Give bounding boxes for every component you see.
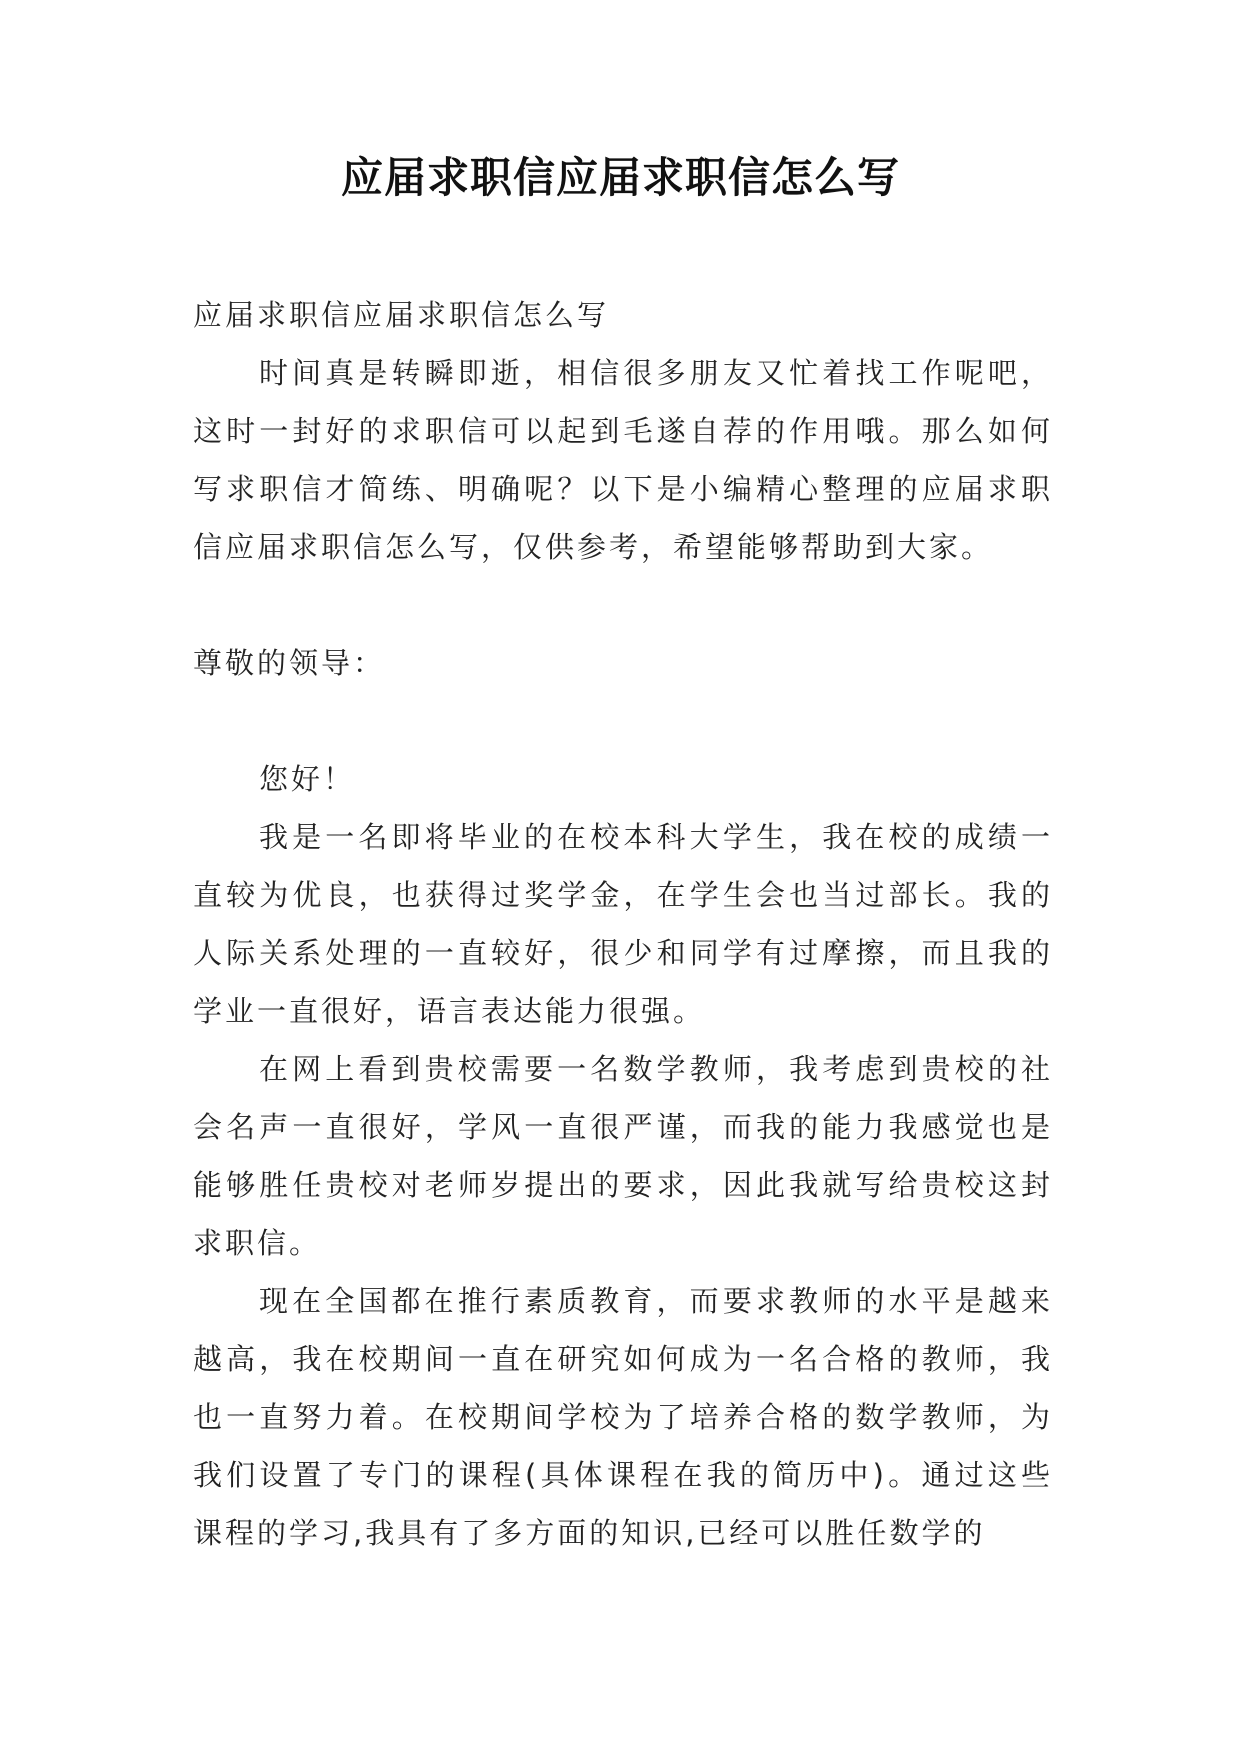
paragraph-spacer [193,576,1053,634]
paragraph-spacer [193,692,1053,750]
subtitle-line: 应届求职信应届求职信怎么写 [193,298,610,332]
greeting: 您好！ [259,762,356,796]
intro-paragraph: 时间真是转瞬即逝，相信很多朋友又忙着找工作呢吧，这时一封好的求职信可以起到毛遂自荐的作用哦。那么如何写求职信才简练、明确呢？以下是小编精心整理的应届求职信应届求职信怎么写，仅供参考，希望能够帮助到大家。 [193,356,1053,564]
document-title: 应届求职信应届求职信怎么写 [340,153,900,202]
body-paragraph-3: 现在全国都在推行素质教育，而要求教师的水平是越来越高，我在校期间一直在研究如何成为一名合格的教师，我也一直努力着。在校期间学校为了培养合格的数学教师，为我们设置了专门的课程(具体课程在我的简历中)。通过这些课程的学习,我具有了多方面的知识,已经可以胜任数学的 [193,1284,1053,1550]
document-body [193,286,1053,1562]
body-paragraph-2: 在网上看到贵校需要一名数学教师，我考虑到贵校的社会名声一直很好，学风一直很严谨，而我的能力我感觉也是能够胜任贵校对老师岁提出的要求，因此我就写给贵校这封求职信。 [193,1052,1053,1260]
body-paragraph-1: 我是一名即将毕业的在校本科大学生，我在校的成绩一直较为优良，也获得过奖学金，在学生会也当过部长。我的人际关系处理的一直较好，很少和同学有过摩擦，而且我的学业一直很好，语言表达能力很强。 [193,820,1053,1028]
salutation: 尊敬的领导： [193,646,386,680]
